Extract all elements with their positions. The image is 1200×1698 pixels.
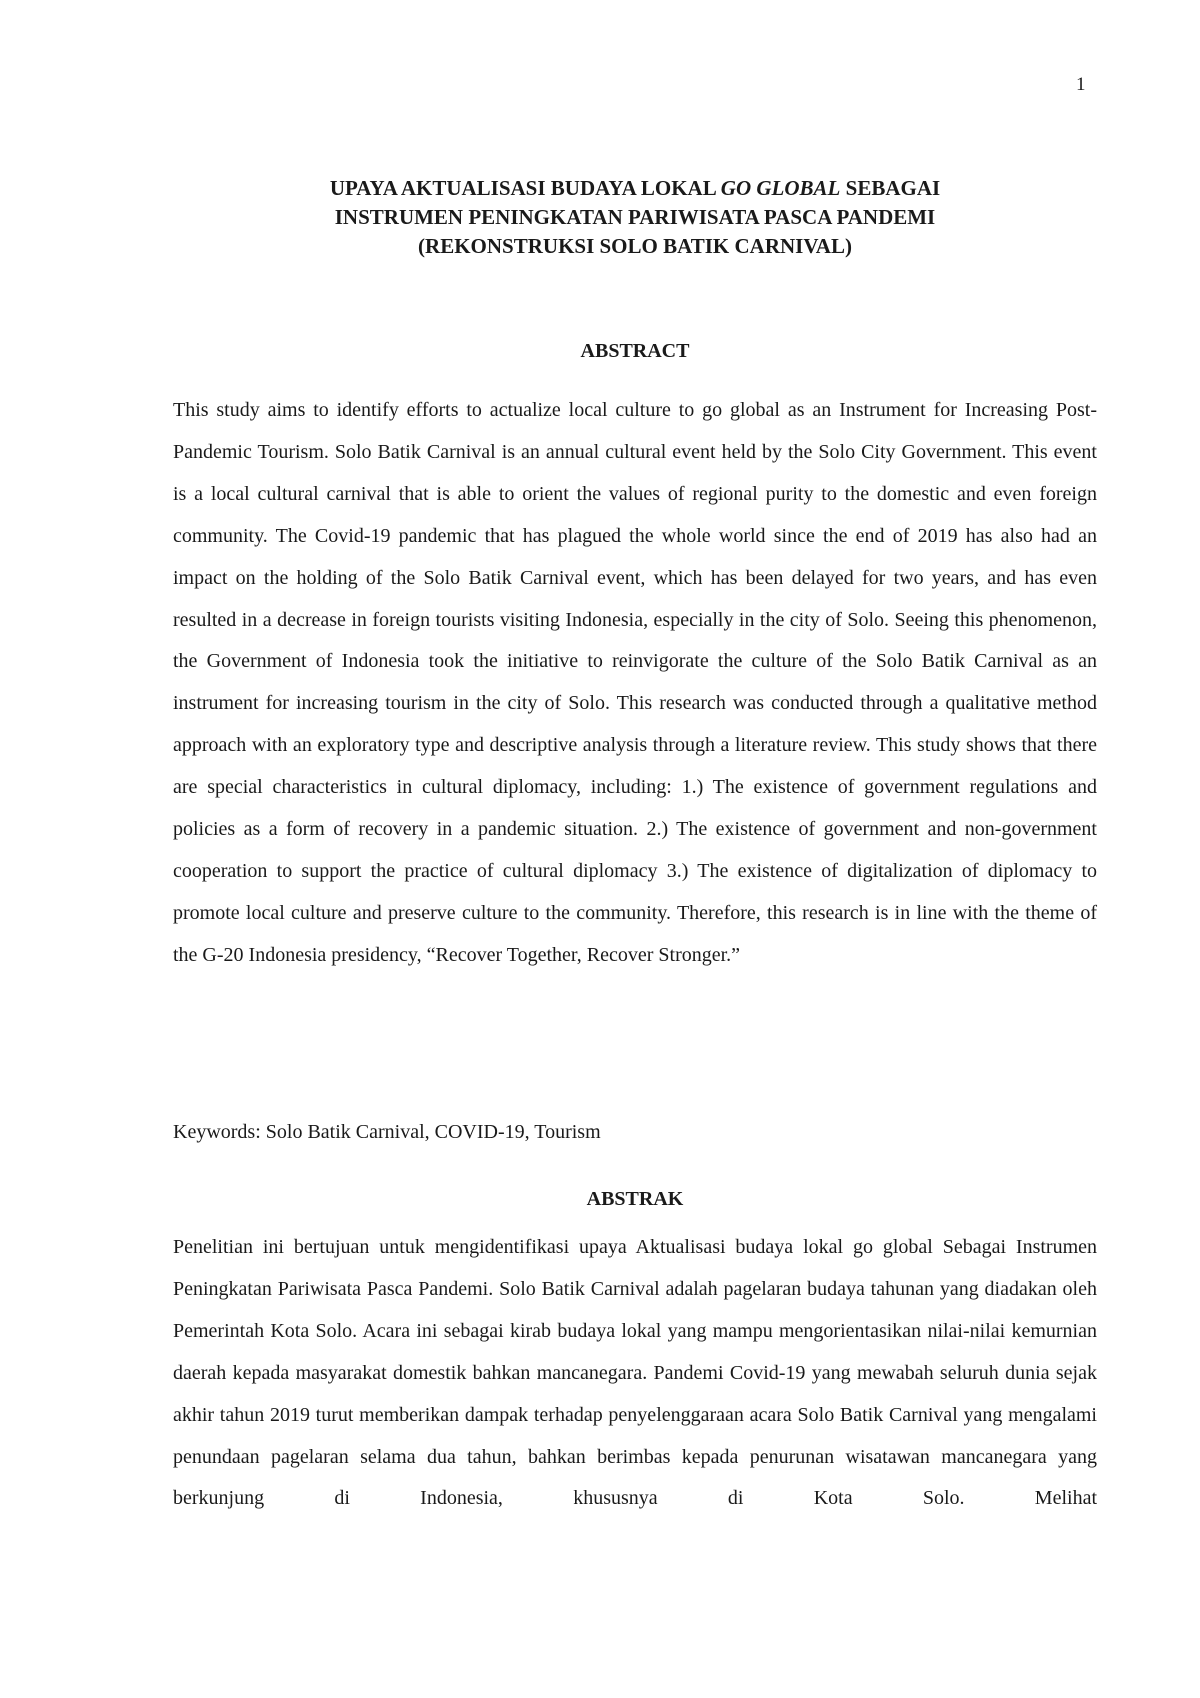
title-italic-phrase: GO GLOBAL <box>720 176 841 200</box>
title-line-1-end: SEBAGAI <box>840 176 941 200</box>
title-line-2: INSTRUMEN PENINGKATAN PARIWISATA PASCA PANDEMI <box>334 205 936 229</box>
abstrak-heading: ABSTRAK <box>586 1188 684 1210</box>
keywords: Keywords: Solo Batik Carnival, COVID-19, Tourism <box>173 1121 601 1143</box>
abstrak-body: Penelitian ini bertujuan untuk mengidentifikasi upaya Aktualisasi budaya lokal go global Sebagai Instrumen Peningkatan Pariwisata Pasca Pandemi. Solo Batik Carnival adalah pagelaran budaya tahunan yang diadakan oleh Pemerintah Kota Solo. Acara ini sebagai kirab budaya lokal yang mampu mengorientasikan nilai-nilai kemurnian daerah kepada masyarakat domestik bahkan mancanegara. Pandemi Covid-19 yang mewabah seluruh dunia sejak akhir tahun 2019 turut memberikan dampak terhadap penyelenggaraan acara Solo Batik Carnival yang mengalami penundaan pagelaran selama dua tahun, bahkan berimbas kepada penurunan wisatawan mancanegara yang berkunjung di Indonesia, khususnya di Kota Solo. Melihat <box>173 1236 1097 1510</box>
title-line-1 <box>173 174 1097 203</box>
abstract-body: This study aims to identify efforts to actualize local culture to go global as an Instrument for Increasing Post-Pandemic Tourism. Solo Batik Carnival is an annual cultural event held by the Solo City Government. This event is a local cultural carnival that is able to orient the values of regional purity to the domestic and even foreign community. The Covid-19 pandemic that has plagued the whole world since the end of 2019 has also had an impact on the holding of the Solo Batik Carnival event, which has been delayed for two years, and has even resulted in a decrease in foreign tourists visiting Indonesia, especially in the city of Solo. Seeing this phenomenon, the Government of Indonesia took the initiative to reinvigorate the culture of the Solo Batik Carnival as an instrument for increasing tourism in the city of Solo. This research was conducted through a qualitative method approach with an exploratory type and descriptive analysis through a literature review. This study shows that there are special characteristics in cultural diplomacy, including: 1.) The existence of government regulations and policies as a form of recovery in a pandemic situation. 2.) The existence of government and non-government cooperation to support the practice of cultural diplomacy 3.) The existence of digitalization of diplomacy to promote local culture and preserve culture to the community. Therefore, this research is in line with the theme of the G-20 Indonesia presidency, “Recover Together, Recover Stronger.” <box>173 399 1097 966</box>
title-line-1-start: UPAYA AKTUALISASI BUDAYA LOKAL <box>329 176 721 200</box>
abstract-heading: ABSTRACT <box>580 340 690 362</box>
page-number: 1 <box>1076 74 1086 95</box>
paper-title <box>173 174 1097 261</box>
title-line-3: (REKONSTRUKSI SOLO BATIK CARNIVAL) <box>418 234 852 258</box>
